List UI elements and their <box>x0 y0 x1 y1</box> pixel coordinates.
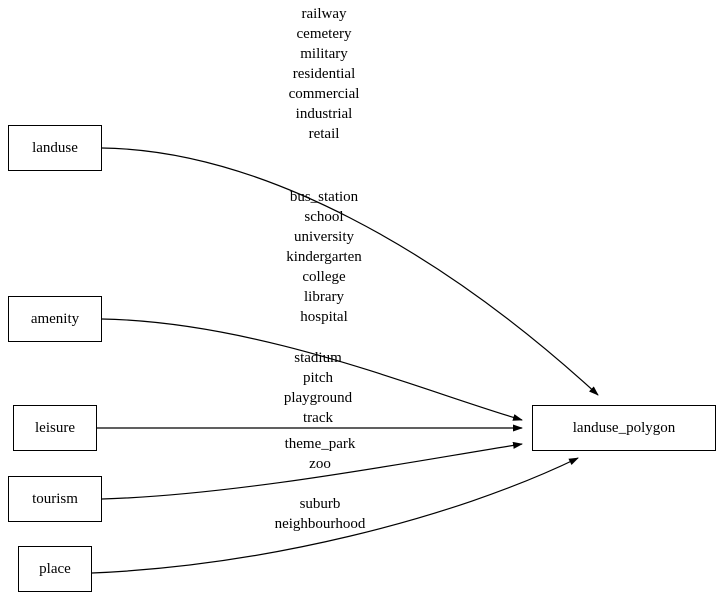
node-tourism[interactable] <box>8 476 102 522</box>
edge-label-line: kindergarten <box>286 249 362 265</box>
edge-label-place <box>275 494 366 534</box>
edge-label-line: zoo <box>309 456 331 472</box>
edge-label-line: industrial <box>295 106 353 122</box>
edge-label-line: cemetery <box>296 26 352 42</box>
edge-label-line: residential <box>292 66 356 82</box>
edge-label-line: suburb <box>299 496 341 512</box>
node-amenity[interactable] <box>8 296 102 342</box>
edge-label-tourism <box>285 434 356 474</box>
edge-label-line: neighbourhood <box>274 516 366 532</box>
node-landuse-label: landuse <box>32 139 78 156</box>
node-leisure[interactable] <box>13 405 97 451</box>
node-place-label: place <box>39 560 71 577</box>
edge-label-line: railway <box>301 6 347 22</box>
edge-label-line: school <box>304 209 344 225</box>
node-landuse-polygon[interactable] <box>532 405 716 451</box>
node-landuse-polygon-label: landuse_polygon <box>572 419 676 436</box>
edge-label-line: bus_station <box>289 189 359 205</box>
edge-label-line: track <box>303 410 333 426</box>
node-landuse[interactable] <box>8 125 102 171</box>
node-place[interactable] <box>18 546 92 592</box>
edge-label-line: commercial <box>288 86 360 102</box>
edge-label-landuse <box>289 4 360 144</box>
edge-label-line: library <box>304 289 344 305</box>
node-tourism-label: tourism <box>32 490 78 507</box>
edge-label-line: hospital <box>300 309 348 325</box>
edge-label-line: theme_park <box>284 436 356 452</box>
node-leisure-label: leisure <box>35 419 75 436</box>
node-amenity-label: amenity <box>30 310 80 327</box>
edge-label-line: pitch <box>302 370 333 386</box>
edge-label-line: retail <box>308 126 340 142</box>
edge-label-line: university <box>294 229 354 245</box>
edge-label-leisure <box>284 348 352 428</box>
edge-label-amenity <box>286 187 362 327</box>
edge-label-line: military <box>300 46 348 62</box>
edge-label-line: playground <box>283 390 353 406</box>
edge-label-line: stadium <box>294 350 342 366</box>
edge-label-line: college <box>302 269 346 285</box>
